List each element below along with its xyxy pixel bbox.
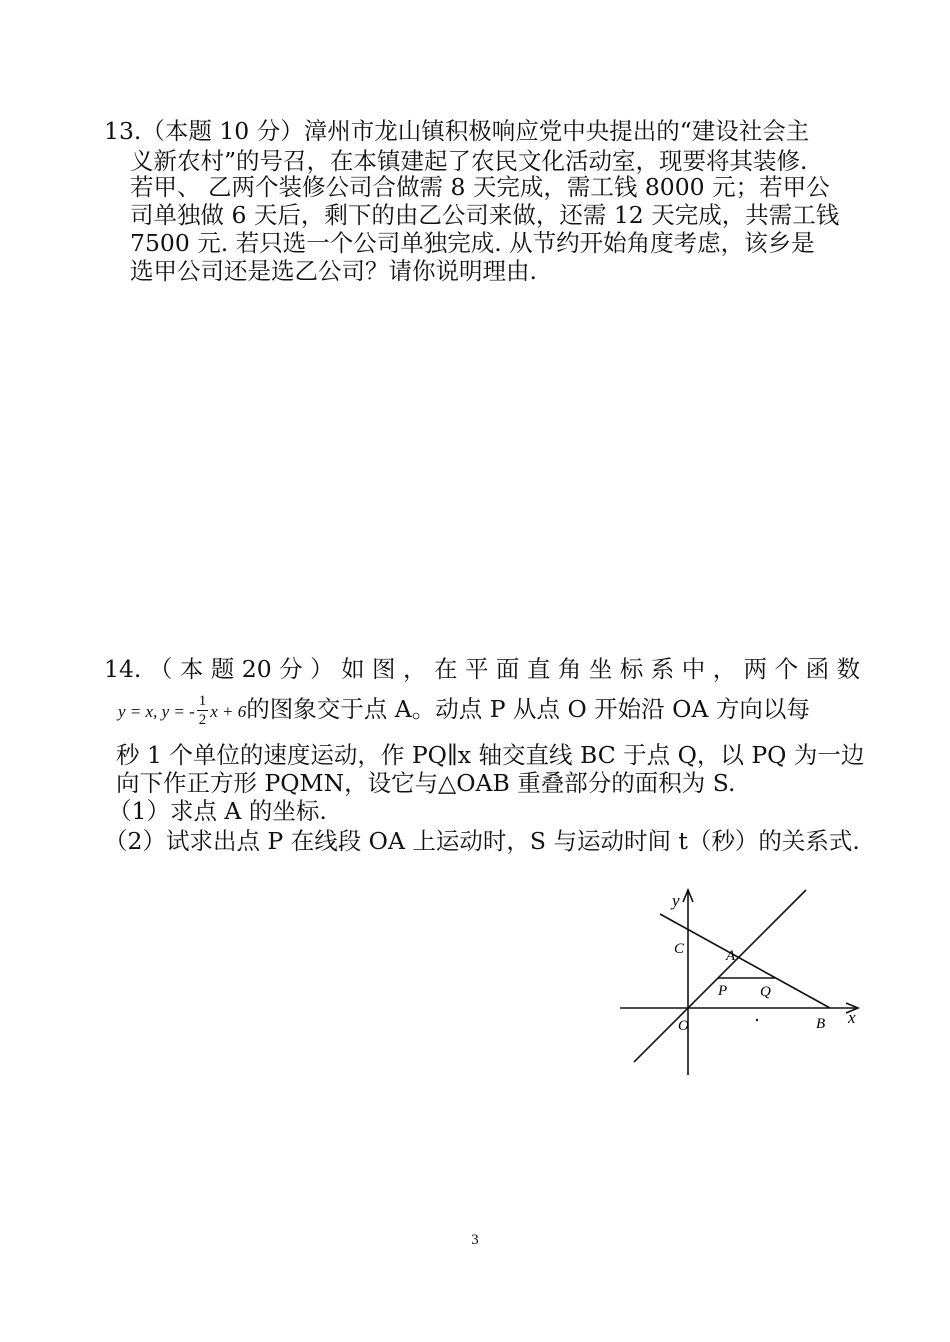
formula-right: x + 6: [210, 702, 247, 721]
q14-line-4: 向下作正方形 PQMN，设它与△OAB 重叠部分的面积为 S.: [116, 769, 736, 797]
fraction-numerator: 1: [198, 693, 207, 709]
page-number: 3: [471, 1232, 479, 1248]
q14-line-2-text: 的图象交于点 A。动点 P 从点 O 开始沿 OA 方向以每: [246, 695, 810, 723]
q14-part-1: （1）求点 A 的坐标.: [108, 797, 327, 825]
q13-line-3: 若甲、 乙两个装修公司合做需 8 天完成，需工钱 8000 元；若甲公: [130, 173, 830, 201]
formula-left: y = x, y = -: [118, 702, 195, 721]
label-a: A: [726, 948, 736, 964]
label-y: y: [672, 891, 680, 910]
line-y-equals-x: [634, 890, 806, 1062]
label-o: O: [678, 1018, 689, 1034]
coordinate-figure: [620, 880, 870, 1075]
formula-fraction: [197, 692, 209, 729]
q13-line-1: 13.（本题 10 分）漳州市龙山镇积极响应党中央提出的“建设社会主: [104, 117, 810, 145]
q13-line-4: 司单独做 6 天后，剩下的由乙公司来做，还需 12 天完成，共需工钱: [130, 201, 840, 229]
label-c: C: [674, 941, 685, 957]
line-bc: [660, 914, 830, 1008]
label-x: x: [848, 1008, 856, 1027]
q13-line-6: 选甲公司还是选乙公司？请你说明理由.: [130, 257, 537, 285]
q13-line-2: 义新农村”的号召，在本镇建起了农民文化活动室，现要将其装修.: [130, 147, 808, 175]
q14-line-3: 秒 1 个单位的速度运动，作 PQ∥x 轴交直线 BC 于点 Q，以 PQ 为一边: [116, 741, 865, 769]
label-q: Q: [760, 984, 771, 1000]
q14-part-2: （2）试求出点 P 在线段 OA 上运动时，S 与运动时间 t（秒）的关系式.: [104, 827, 860, 855]
fraction-denominator: 2: [198, 712, 207, 728]
q14-line-1: 14. （ 本 题 20 分 ） 如 图 ， 在 平 面 直 角 坐 标 系 中 ， 两 个 函 数: [104, 655, 861, 683]
label-b: B: [816, 1016, 826, 1032]
label-p: P: [718, 983, 728, 999]
q14-line-2: [118, 692, 810, 729]
q13-line-5: 7500 元. 若只选一个公司单独完成. 从节约开始角度考虑，该乡是: [130, 229, 815, 257]
small-dot: [756, 1019, 758, 1021]
